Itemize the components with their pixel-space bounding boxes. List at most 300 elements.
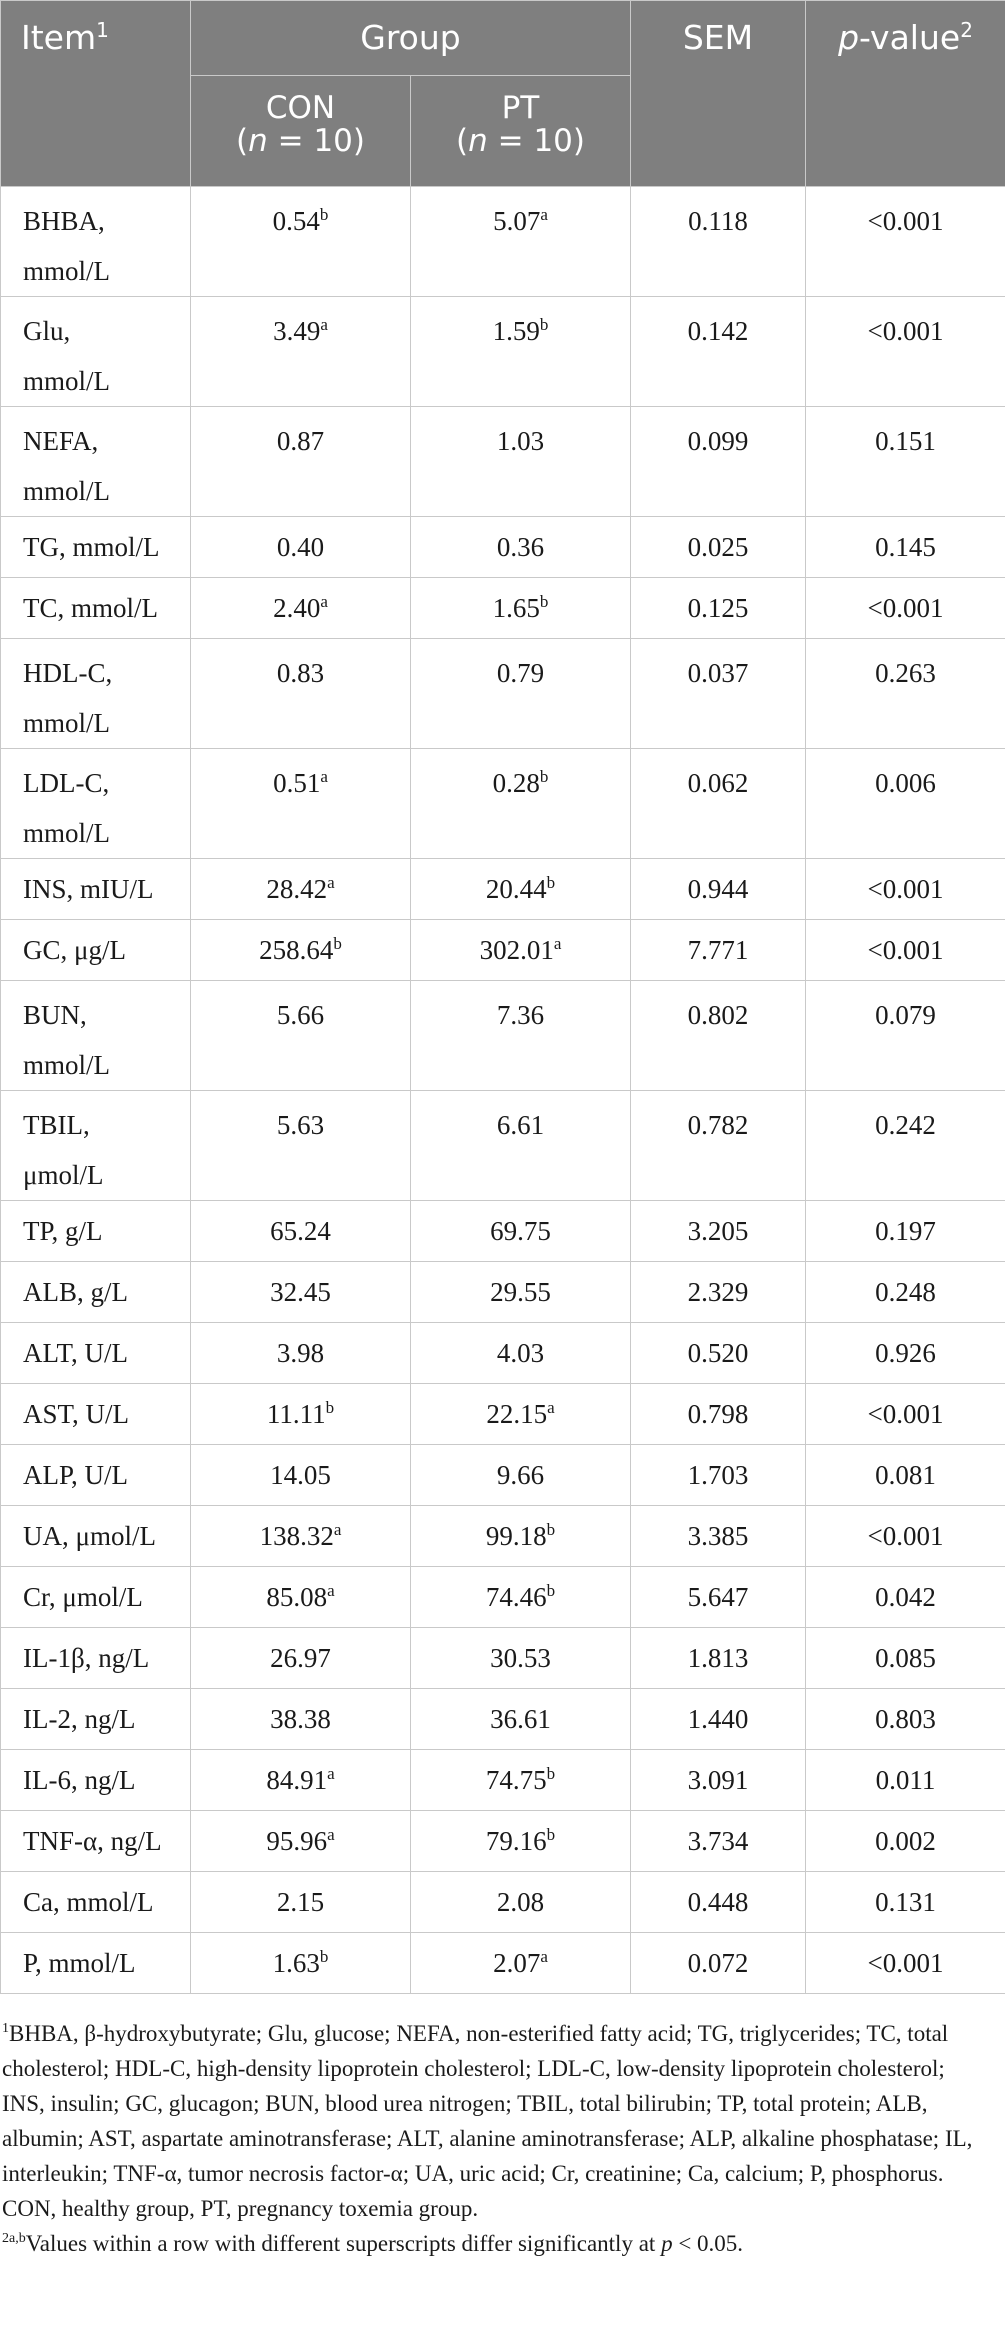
pt-value: 79.16 bbox=[485, 1826, 547, 1856]
sem-cell bbox=[631, 1445, 806, 1506]
item-label: HDL-C, bbox=[23, 658, 113, 688]
pt-value: 7.36 bbox=[496, 1000, 545, 1030]
sem-value: 0.062 bbox=[687, 768, 749, 798]
item-label: NEFA, bbox=[23, 426, 99, 456]
item-cell bbox=[1, 920, 191, 981]
p-value: 0.042 bbox=[875, 1582, 936, 1612]
item-cell bbox=[1, 1628, 191, 1689]
pt-superscript: b bbox=[546, 1764, 556, 1783]
table-row bbox=[1, 1872, 1005, 1933]
p-value-cell bbox=[806, 981, 1005, 1091]
p-value-cell bbox=[806, 297, 1005, 407]
p-value: 0.151 bbox=[875, 426, 936, 456]
table-row bbox=[1, 749, 1005, 859]
pt-value-cell bbox=[411, 1091, 631, 1201]
item-cell bbox=[1, 1750, 191, 1811]
column-header-group: Group bbox=[191, 1, 631, 76]
item-label: TNF-α, ng/L bbox=[23, 1826, 162, 1856]
item-cell bbox=[1, 1811, 191, 1872]
con-value-cell bbox=[191, 1262, 411, 1323]
pt-value-cell bbox=[411, 1262, 631, 1323]
pt-value-cell bbox=[411, 639, 631, 749]
item-label: ALB, g/L bbox=[23, 1277, 128, 1307]
item-label: ALT, U/L bbox=[23, 1338, 128, 1368]
con-value: 5.63 bbox=[276, 1110, 325, 1140]
item-label: Cr, μmol/L bbox=[23, 1582, 143, 1612]
item-cell bbox=[1, 297, 191, 407]
item-cell bbox=[1, 1091, 191, 1201]
con-value-cell bbox=[191, 407, 411, 517]
sem-value: 2.329 bbox=[687, 1277, 749, 1307]
sem-cell bbox=[631, 1567, 806, 1628]
p-value-cell bbox=[806, 1384, 1005, 1445]
pt-value: 6.61 bbox=[496, 1110, 545, 1140]
pt-value: 5.07 bbox=[493, 206, 541, 236]
sem-value: 0.802 bbox=[687, 1000, 749, 1030]
table-row bbox=[1, 1506, 1005, 1567]
sem-value: 0.944 bbox=[687, 874, 749, 904]
table-row bbox=[1, 1201, 1005, 1262]
pt-value-cell bbox=[411, 407, 631, 517]
sem-cell bbox=[631, 578, 806, 639]
sem-cell bbox=[631, 749, 806, 859]
p-value: <0.001 bbox=[867, 1399, 944, 1429]
sem-cell bbox=[631, 187, 806, 297]
pt-value-cell bbox=[411, 1872, 631, 1933]
sem-value: 0.099 bbox=[687, 426, 749, 456]
table-row bbox=[1, 981, 1005, 1091]
item-cell bbox=[1, 1567, 191, 1628]
item-label: INS, mIU/L bbox=[23, 874, 154, 904]
pt-value-cell bbox=[411, 1689, 631, 1750]
table-row bbox=[1, 1567, 1005, 1628]
p-value-cell bbox=[806, 1628, 1005, 1689]
table-row bbox=[1, 1091, 1005, 1201]
p-value: 0.011 bbox=[875, 1765, 936, 1795]
item-cell bbox=[1, 1384, 191, 1445]
con-superscript: b bbox=[325, 1398, 335, 1417]
p-value: 0.006 bbox=[875, 768, 936, 798]
con-value: 2.15 bbox=[276, 1887, 325, 1917]
p-value-cell bbox=[806, 1445, 1005, 1506]
pt-superscript: a bbox=[553, 934, 562, 953]
sem-cell bbox=[631, 407, 806, 517]
pt-value-cell bbox=[411, 1811, 631, 1872]
con-value: 11.11 bbox=[266, 1399, 326, 1429]
sem-cell bbox=[631, 1811, 806, 1872]
pt-value-cell bbox=[411, 1506, 631, 1567]
p-value-cell bbox=[806, 1933, 1005, 1994]
sem-value: 0.798 bbox=[687, 1399, 749, 1429]
con-value: 0.87 bbox=[276, 426, 325, 456]
item-label: TP, g/L bbox=[23, 1216, 103, 1246]
p-value: 0.131 bbox=[875, 1887, 936, 1917]
item-cell bbox=[1, 1933, 191, 1994]
pt-superscript: b bbox=[546, 1825, 556, 1844]
sem-value: 5.647 bbox=[687, 1582, 749, 1612]
con-value: 138.32 bbox=[259, 1521, 334, 1551]
p-value: <0.001 bbox=[867, 935, 944, 965]
item-label: TG, mmol/L bbox=[23, 532, 160, 562]
table-row bbox=[1, 1445, 1005, 1506]
column-header-p-value: p-value$^2$ bbox=[806, 1, 1005, 187]
pt-value-cell bbox=[411, 297, 631, 407]
item-unit: mmol/L bbox=[23, 708, 110, 738]
item-unit: μmol/L bbox=[23, 1160, 104, 1190]
pt-value-cell bbox=[411, 981, 631, 1091]
item-unit: mmol/L bbox=[23, 1050, 110, 1080]
con-value-cell bbox=[191, 1384, 411, 1445]
pt-value: 0.28 bbox=[492, 768, 540, 798]
con-value: 3.98 bbox=[276, 1338, 325, 1368]
pt-value-cell bbox=[411, 1201, 631, 1262]
item-cell bbox=[1, 1262, 191, 1323]
p-value-cell bbox=[806, 1750, 1005, 1811]
sem-cell bbox=[631, 1262, 806, 1323]
column-header-sem: SEM bbox=[631, 1, 806, 187]
pt-value: 1.59 bbox=[492, 316, 540, 346]
sem-value: 3.734 bbox=[687, 1826, 749, 1856]
table-row bbox=[1, 920, 1005, 981]
column-header-item: Item$^1$ bbox=[1, 1, 191, 187]
pt-value: 99.18 bbox=[485, 1521, 547, 1551]
con-value: 28.42 bbox=[266, 874, 328, 904]
pt-value-cell bbox=[411, 1567, 631, 1628]
table-body bbox=[1, 187, 1005, 1994]
pt-value: 1.03 bbox=[496, 426, 545, 456]
p-value-cell bbox=[806, 407, 1005, 517]
sem-value: 0.025 bbox=[687, 532, 749, 562]
con-value-cell bbox=[191, 859, 411, 920]
item-label: IL-1β, ng/L bbox=[23, 1643, 150, 1673]
con-value: 95.96 bbox=[266, 1826, 328, 1856]
pt-value: 74.75 bbox=[485, 1765, 547, 1795]
item-cell bbox=[1, 578, 191, 639]
con-value: 3.49 bbox=[273, 316, 321, 346]
table-row bbox=[1, 1323, 1005, 1384]
p-value: 0.242 bbox=[875, 1110, 936, 1140]
p-value: 0.079 bbox=[875, 1000, 936, 1030]
con-value: 38.38 bbox=[270, 1704, 331, 1734]
con-superscript: a bbox=[327, 1764, 335, 1783]
con-superscript: b bbox=[333, 934, 342, 953]
con-value-cell bbox=[191, 639, 411, 749]
item-unit: mmol/L bbox=[23, 256, 110, 286]
p-value-cell bbox=[806, 1091, 1005, 1201]
con-superscript: a bbox=[327, 1581, 335, 1600]
con-value: 14.05 bbox=[270, 1460, 331, 1490]
table-row bbox=[1, 517, 1005, 578]
item-label: TBIL, bbox=[23, 1110, 90, 1140]
con-value-cell bbox=[191, 1506, 411, 1567]
con-value: 0.83 bbox=[276, 658, 325, 688]
p-value-cell bbox=[806, 1262, 1005, 1323]
sem-cell bbox=[631, 1384, 806, 1445]
sem-value: 3.385 bbox=[687, 1521, 749, 1551]
item-label: BUN, bbox=[23, 1000, 87, 1030]
con-value: 85.08 bbox=[266, 1582, 328, 1612]
sem-value: 1.440 bbox=[687, 1704, 749, 1734]
table-row bbox=[1, 297, 1005, 407]
p-value: <0.001 bbox=[867, 1521, 944, 1551]
p-value: 0.248 bbox=[875, 1277, 936, 1307]
item-cell bbox=[1, 1445, 191, 1506]
item-cell bbox=[1, 1506, 191, 1567]
item-cell bbox=[1, 187, 191, 297]
pt-value: 36.61 bbox=[490, 1704, 551, 1734]
table-row bbox=[1, 1811, 1005, 1872]
sem-value: 0.782 bbox=[687, 1110, 749, 1140]
item-cell bbox=[1, 859, 191, 920]
pt-value-cell bbox=[411, 1323, 631, 1384]
pt-value: 22.15 bbox=[486, 1399, 548, 1429]
p-value-cell bbox=[806, 1506, 1005, 1567]
con-superscript: b bbox=[319, 205, 329, 224]
con-value: 65.24 bbox=[270, 1216, 331, 1246]
table-row bbox=[1, 859, 1005, 920]
p-value-cell bbox=[806, 578, 1005, 639]
con-value: 84.91 bbox=[266, 1765, 328, 1795]
sem-value: 0.037 bbox=[687, 658, 749, 688]
item-label: LDL-C, bbox=[23, 768, 110, 798]
table-row bbox=[1, 1750, 1005, 1811]
footnote-significance: $^{2a,b}$Values within a row with different superscripts differ significantly at p < 0.05. bbox=[2, 2231, 744, 2256]
con-value-cell bbox=[191, 1811, 411, 1872]
p-value: <0.001 bbox=[867, 1948, 944, 1978]
con-value: 0.54 bbox=[272, 206, 320, 236]
sem-value: 0.118 bbox=[688, 206, 748, 236]
table-row bbox=[1, 1628, 1005, 1689]
p-value: 0.002 bbox=[875, 1826, 936, 1856]
pt-superscript: b bbox=[546, 1520, 556, 1539]
con-superscript: b bbox=[319, 1947, 329, 1966]
sem-value: 1.703 bbox=[687, 1460, 749, 1490]
con-value-cell bbox=[191, 1933, 411, 1994]
table-row bbox=[1, 578, 1005, 639]
pt-superscript: b bbox=[546, 873, 556, 892]
pt-value: 302.01 bbox=[479, 935, 554, 965]
table-row bbox=[1, 407, 1005, 517]
con-value: 5.66 bbox=[276, 1000, 325, 1030]
con-value-cell bbox=[191, 297, 411, 407]
item-label: AST, U/L bbox=[23, 1399, 129, 1429]
table-row bbox=[1, 1689, 1005, 1750]
p-value-cell bbox=[806, 1872, 1005, 1933]
con-value: 26.97 bbox=[270, 1643, 331, 1673]
con-value-cell bbox=[191, 1872, 411, 1933]
sem-cell bbox=[631, 1689, 806, 1750]
sem-value: 0.142 bbox=[687, 316, 749, 346]
item-cell bbox=[1, 981, 191, 1091]
con-value: 258.64 bbox=[259, 935, 334, 965]
sem-cell bbox=[631, 1091, 806, 1201]
p-value: <0.001 bbox=[867, 593, 944, 623]
column-header-pt: PT (n = 10) bbox=[411, 76, 631, 187]
pt-value: 2.08 bbox=[496, 1887, 545, 1917]
p-value-cell bbox=[806, 1323, 1005, 1384]
item-cell bbox=[1, 639, 191, 749]
pt-value: 1.65 bbox=[492, 593, 540, 623]
table-header bbox=[1, 1, 1005, 187]
con-superscript: a bbox=[327, 1825, 335, 1844]
item-label: TC, mmol/L bbox=[23, 593, 158, 623]
item-cell bbox=[1, 517, 191, 578]
pt-value: 20.44 bbox=[485, 874, 547, 904]
column-header-con: CON (n = 10) bbox=[191, 76, 411, 187]
con-value: 32.45 bbox=[270, 1277, 331, 1307]
p-value: 0.145 bbox=[875, 532, 936, 562]
con-value: 2.40 bbox=[273, 593, 321, 623]
con-value-cell bbox=[191, 749, 411, 859]
pt-value: 4.03 bbox=[496, 1338, 545, 1368]
con-value-cell bbox=[191, 578, 411, 639]
pt-value-cell bbox=[411, 1445, 631, 1506]
sem-cell bbox=[631, 639, 806, 749]
item-unit: mmol/L bbox=[23, 476, 110, 506]
table-row bbox=[1, 1384, 1005, 1445]
pt-value-cell bbox=[411, 517, 631, 578]
con-value-cell bbox=[191, 187, 411, 297]
footnote-abbreviations: $^1$BHBA, β-hydroxybutyrate; Glu, glucose; NEFA, non-esterified fatty acid; TG, triglycerides; TC, total cholesterol; HDL-C, high-density lipoprotein cholesterol; LDL-C, low-density lipoprotein cholesterol; INS, insulin; GC, glucagon; BUN, blood urea nitrogen; TBIL, total bilirubin; TP, total protein; ALB, albumin; AST, aspartate aminotransferase; ALT, alanine aminotransferase; ALP, alkaline phosphatase; IL, interleukin; TNF-α, tumor necrosis factor-α; UA, uric acid; Cr, creatinine; Ca, calcium; P, phosphorus. CON, healthy group, PT, pregnancy toxemia group. bbox=[2, 2021, 973, 2221]
con-value: 0.40 bbox=[276, 532, 325, 562]
p-value-cell bbox=[806, 920, 1005, 981]
sem-cell bbox=[631, 517, 806, 578]
item-cell bbox=[1, 1872, 191, 1933]
pt-superscript: b bbox=[539, 315, 549, 334]
item-cell bbox=[1, 1323, 191, 1384]
sem-cell bbox=[631, 1872, 806, 1933]
p-value: 0.926 bbox=[875, 1338, 936, 1368]
sem-cell bbox=[631, 297, 806, 407]
pt-value-cell bbox=[411, 1933, 631, 1994]
pt-value: 0.36 bbox=[496, 532, 545, 562]
table-row bbox=[1, 1262, 1005, 1323]
pt-value: 9.66 bbox=[496, 1460, 545, 1490]
p-value-cell bbox=[806, 749, 1005, 859]
con-value-cell bbox=[191, 981, 411, 1091]
con-value-cell bbox=[191, 1567, 411, 1628]
pt-superscript: a bbox=[547, 1398, 555, 1417]
con-value-cell bbox=[191, 1445, 411, 1506]
item-unit: mmol/L bbox=[23, 818, 110, 848]
con-value-cell bbox=[191, 1689, 411, 1750]
sem-value: 0.448 bbox=[687, 1887, 749, 1917]
pt-value: 74.46 bbox=[485, 1582, 547, 1612]
sem-cell bbox=[631, 981, 806, 1091]
p-value-cell bbox=[806, 639, 1005, 749]
con-superscript: a bbox=[320, 592, 328, 611]
sem-value: 3.205 bbox=[687, 1216, 749, 1246]
pt-superscript: a bbox=[540, 1947, 548, 1966]
item-unit: mmol/L bbox=[23, 366, 110, 396]
sem-cell bbox=[631, 1750, 806, 1811]
p-value: 0.803 bbox=[875, 1704, 936, 1734]
pt-superscript: b bbox=[539, 767, 549, 786]
p-value: 0.197 bbox=[875, 1216, 936, 1246]
con-value-cell bbox=[191, 1201, 411, 1262]
item-cell bbox=[1, 749, 191, 859]
pt-value: 30.53 bbox=[490, 1643, 551, 1673]
pt-value: 29.55 bbox=[490, 1277, 551, 1307]
pt-value: 0.79 bbox=[496, 658, 545, 688]
table-row bbox=[1, 1933, 1005, 1994]
sem-value: 0.125 bbox=[687, 593, 749, 623]
con-value-cell bbox=[191, 920, 411, 981]
pt-superscript: a bbox=[540, 205, 548, 224]
con-value-cell bbox=[191, 1628, 411, 1689]
pt-value-cell bbox=[411, 1750, 631, 1811]
p-value-cell bbox=[806, 1689, 1005, 1750]
sem-cell bbox=[631, 859, 806, 920]
p-value: 0.263 bbox=[875, 658, 936, 688]
pt-value-cell bbox=[411, 749, 631, 859]
item-label: IL-6, ng/L bbox=[23, 1765, 136, 1795]
sem-value: 1.813 bbox=[687, 1643, 749, 1673]
item-label: Ca, mmol/L bbox=[23, 1887, 154, 1917]
con-value-cell bbox=[191, 1091, 411, 1201]
item-label: BHBA, bbox=[23, 206, 105, 236]
item-label: UA, μmol/L bbox=[23, 1521, 156, 1551]
sem-cell bbox=[631, 1628, 806, 1689]
con-superscript: a bbox=[320, 767, 328, 786]
item-label: GC, μg/L bbox=[23, 935, 126, 965]
sem-cell bbox=[631, 1933, 806, 1994]
con-value: 1.63 bbox=[272, 1948, 320, 1978]
sem-value: 3.091 bbox=[687, 1765, 749, 1795]
item-label: ALP, U/L bbox=[23, 1460, 129, 1490]
pt-superscript: b bbox=[539, 592, 549, 611]
item-label: P, mmol/L bbox=[23, 1948, 136, 1978]
p-value-cell bbox=[806, 1811, 1005, 1872]
pt-value-cell bbox=[411, 1628, 631, 1689]
con-value-cell bbox=[191, 517, 411, 578]
pt-value: 2.07 bbox=[493, 1948, 541, 1978]
p-value-cell bbox=[806, 187, 1005, 297]
p-value-cell bbox=[806, 517, 1005, 578]
sem-cell bbox=[631, 1506, 806, 1567]
p-value: <0.001 bbox=[867, 316, 944, 346]
table-footnotes bbox=[0, 2016, 990, 2261]
item-cell bbox=[1, 407, 191, 517]
sem-cell bbox=[631, 920, 806, 981]
pt-value-cell bbox=[411, 1384, 631, 1445]
table-row bbox=[1, 639, 1005, 749]
sem-value: 0.072 bbox=[687, 1948, 749, 1978]
pt-value-cell bbox=[411, 859, 631, 920]
sem-value: 7.771 bbox=[687, 935, 749, 965]
p-value-cell bbox=[806, 1567, 1005, 1628]
item-label: IL-2, ng/L bbox=[23, 1704, 136, 1734]
pt-value-cell bbox=[411, 187, 631, 297]
con-value-cell bbox=[191, 1323, 411, 1384]
pt-superscript: b bbox=[546, 1581, 556, 1600]
p-value-cell bbox=[806, 859, 1005, 920]
con-superscript: a bbox=[327, 873, 335, 892]
p-value: <0.001 bbox=[867, 206, 944, 236]
con-superscript: a bbox=[320, 315, 328, 334]
p-value: 0.081 bbox=[875, 1460, 936, 1490]
sem-cell bbox=[631, 1201, 806, 1262]
table-row bbox=[1, 187, 1005, 297]
p-value: 0.085 bbox=[875, 1643, 936, 1673]
item-cell bbox=[1, 1201, 191, 1262]
con-superscript: a bbox=[333, 1520, 342, 1539]
pt-value-cell bbox=[411, 920, 631, 981]
con-value: 0.51 bbox=[273, 768, 321, 798]
pt-value: 69.75 bbox=[490, 1216, 551, 1246]
item-label: Glu, bbox=[23, 316, 71, 346]
sem-cell bbox=[631, 1323, 806, 1384]
